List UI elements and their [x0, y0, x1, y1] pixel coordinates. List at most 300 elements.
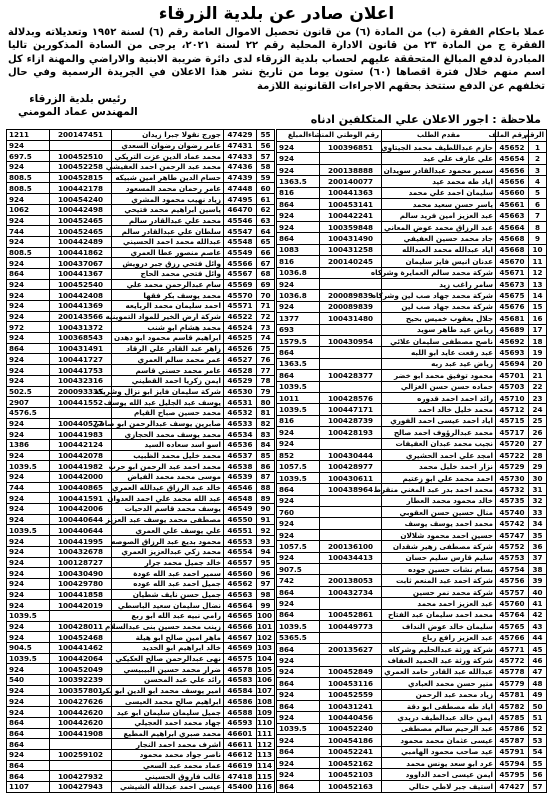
table-row [277, 746, 547, 757]
row-amount: 924 [7, 290, 50, 301]
row-name: عيسى احمد عبدالله الشيشي [112, 781, 224, 792]
row-ref: 100431490 [320, 233, 382, 244]
row-seq: 89 [257, 493, 275, 504]
row-name: ناصح مصطفى سليمان علائي [382, 335, 496, 346]
row-seq: 81 [257, 407, 275, 418]
row-name: سليمان خالد عوض النداف [382, 621, 496, 632]
row-file: 45676 [496, 301, 529, 312]
row-file: 45689 [496, 324, 529, 335]
row-ref [50, 140, 112, 151]
row-file: 45772 [496, 655, 529, 666]
row-file: 47427 [496, 780, 529, 792]
row-file: 45548 [224, 236, 257, 247]
row-name: رائد احمد احمد قدوره [382, 392, 496, 403]
row-ref [320, 381, 382, 392]
row-file: 46551 [224, 525, 257, 536]
row-file: 45654 [496, 153, 529, 164]
row-name: امجد علي احمد الحشيري [382, 450, 496, 461]
table-row [277, 518, 547, 529]
row-seq: 53 [529, 735, 547, 746]
row-amount: 5365.5 [277, 632, 320, 643]
row-amount: 924 [277, 142, 320, 153]
row-name: اياد طه محمد عيد [382, 176, 496, 187]
row-amount: 924 [277, 598, 320, 609]
table-row [7, 151, 275, 162]
row-amount: 924 [7, 140, 50, 151]
row-file: 45656 [496, 164, 529, 175]
row-seq: 55 [529, 757, 547, 768]
table-row [7, 279, 275, 290]
row-file: 47495 [224, 194, 257, 205]
row-ref: 100396851 [320, 142, 382, 153]
row-ref: 100430954 [320, 335, 382, 346]
row-file: 47433 [224, 151, 257, 162]
row-amount: 1057.5 [277, 541, 320, 552]
row-name: احمد سليمان محمد الربايعه [112, 301, 224, 312]
right-table-body [277, 142, 547, 793]
row-ref: 100128727 [50, 557, 112, 568]
table-row [7, 130, 275, 141]
row-ref: 100442241 [320, 210, 382, 221]
row-ref [320, 564, 382, 575]
row-ref: 100452049 [50, 664, 112, 675]
row-amount: 540 [7, 675, 50, 686]
table-row [7, 685, 275, 696]
row-file: 46560 [224, 568, 257, 579]
row-ref [320, 507, 382, 518]
row-ref: 100442019 [50, 600, 112, 611]
row-amount: 1036.8 [277, 290, 320, 301]
row-file: 46537 [224, 450, 257, 461]
row-name: اسو اسد سعاده السيد [112, 439, 224, 450]
row-amount: 864 [7, 343, 50, 354]
row-file: 45735 [496, 495, 529, 506]
row-name: شركة ارض الخير للمواد التموينيه [112, 311, 224, 322]
row-ref [320, 324, 382, 335]
row-seq: 87 [257, 472, 275, 483]
table-row [277, 142, 547, 153]
row-ref [50, 760, 112, 771]
table-row [7, 268, 275, 279]
row-ref: 100431241 [320, 700, 382, 711]
row-amount: 924 [7, 375, 50, 386]
row-amount: 924 [7, 258, 50, 269]
row-amount: 502.5 [7, 386, 50, 397]
table-row [277, 472, 547, 483]
row-ref: 100447171 [320, 404, 382, 415]
table-row [277, 723, 547, 734]
row-file: 46530 [224, 386, 257, 397]
row-ref: 100452163 [320, 780, 382, 792]
row-file: 46548 [224, 493, 257, 504]
row-file: 45663 [496, 210, 529, 221]
row-name: ياسين ابراهيم محمد فتيحي [112, 204, 224, 215]
row-seq: 55 [257, 130, 275, 141]
table-row [277, 324, 547, 335]
row-seq: 10 [529, 244, 547, 255]
row-file: 45754 [496, 564, 529, 575]
row-file: 45710 [496, 392, 529, 403]
table-row [277, 678, 547, 689]
row-seq: 42 [529, 609, 547, 620]
row-name: وائل فتحي محمد الحاج [112, 268, 224, 279]
table-row [277, 598, 547, 609]
row-file: 46529 [224, 375, 257, 386]
table-row [277, 381, 547, 392]
row-seq: 91 [257, 514, 275, 525]
table-row [277, 757, 547, 768]
row-ref: 100428011 [50, 621, 112, 632]
row-file: 47431 [224, 140, 257, 151]
row-ref: 100431491 [50, 343, 112, 354]
table-row [277, 541, 547, 552]
row-file: 47439 [224, 172, 257, 183]
row-file: 46526 [224, 343, 257, 354]
row-amount: 924 [7, 311, 50, 322]
row-seq: 48 [529, 678, 547, 689]
row-name: سام عبدالرحمن محمد علي [112, 279, 224, 290]
row-seq: 20 [529, 358, 547, 369]
row-ref: 100453141 [320, 199, 382, 210]
row-seq: 32 [529, 495, 547, 506]
row-ref: 200138053 [320, 575, 382, 586]
row-ref: 100442064 [50, 653, 112, 664]
row-name: جاد محمد حسين العفيفي [382, 233, 496, 244]
row-amount: 924 [277, 518, 320, 529]
row-amount: 2907 [7, 397, 50, 408]
row-file: 45765 [496, 621, 529, 632]
row-seq: 4 [529, 176, 547, 187]
row-file: 46619 [224, 760, 257, 771]
row-seq: 12 [529, 267, 547, 278]
row-seq: 14 [529, 290, 547, 301]
row-ref: 100442178 [50, 183, 112, 194]
row-amount: 924 [7, 685, 50, 696]
row-ref: 100442620 [50, 707, 112, 718]
row-name: عاصم منصور عطا العمري [112, 247, 224, 258]
row-ref: 100442620 [50, 717, 112, 728]
row-seq: 74 [257, 333, 275, 344]
row-amount: 924 [7, 279, 50, 290]
row-name: محمد عماد الدين عزت التريكي [112, 151, 224, 162]
row-file: 46612 [224, 749, 257, 760]
row-seq: 110 [257, 717, 275, 728]
row-seq: 6 [529, 199, 547, 210]
row-ref: 100431372 [50, 322, 112, 333]
row-file: 45732 [496, 484, 529, 495]
table-row [7, 333, 275, 344]
table-row [277, 404, 547, 415]
row-file: 45652 [496, 142, 529, 153]
row-amount: 1011 [277, 392, 320, 403]
row-ref [320, 518, 382, 529]
row-name: ايمن عيسى احمد الداوود [382, 769, 496, 780]
row-name: محمد حسين صباح القيام [112, 407, 224, 418]
row-file: 46525 [224, 333, 257, 344]
row-amount: 1036.8 [277, 267, 320, 278]
table-row [7, 664, 275, 675]
row-file: 45656 [496, 176, 529, 187]
row-name: عبدالله محمد احمد الحسيني [112, 236, 224, 247]
row-ref [320, 655, 382, 666]
row-seq: 82 [257, 418, 275, 429]
row-seq: 56 [257, 140, 275, 151]
row-amount: 864 [7, 728, 50, 739]
row-amount: 924 [277, 769, 320, 780]
row-amount: 4576.5 [7, 407, 50, 418]
row-amount: 1039.5 [7, 610, 50, 621]
row-amount: 924 [7, 301, 50, 312]
row-seq: 51 [529, 712, 547, 723]
row-amount: 924 [277, 757, 320, 768]
row-amount: 924 [277, 529, 320, 540]
row-name: عماد محمد عبد السعي [112, 760, 224, 771]
row-seq: 18 [529, 335, 547, 346]
row-ref: 100452815 [50, 172, 112, 183]
row-name: شركة ورثة عبد الحميد العفاف [382, 655, 496, 666]
table-row [7, 728, 275, 739]
row-amount: 924 [7, 600, 50, 611]
row-ref: 100441367 [50, 268, 112, 279]
announcement-paragraph: عملا باحكام الفقرة (ب) من المادة (٦) من قانون تحصيل الاموال العامة رقم (٦) لسنة ١٩٥٢ وتعديلاته وبدلالة الفقرة ج من المادة ٢٣ من قانون الادارة المحلية رقم ٢٢ لسنة ٢٠٢١، يرجى من السادة المذكورين تاليا المبادرة لدفع المبالغ المتحققة عليهم لحساب بلدية الزرقاء لدى دائرة ضريبة الابنية والاراضي والمهنة ازاء كل اسم منهم خلال فترة اقصاها (٦٠) ستون يوما من تاريخ نشر هذا الاعلان في الجريدة الرسمية وفي حال تخلفهم عن الدفع ستتخذ بحقهم الاجراءات القانونية اللازمة [8, 27, 546, 92]
row-amount: 808.5 [7, 247, 50, 258]
tables-area [6, 129, 547, 793]
row-amount: 924 [7, 546, 50, 557]
row-amount: 808.5 [7, 183, 50, 194]
row-amount: 1107 [7, 781, 50, 792]
row-seq: 19 [529, 347, 547, 358]
table-row [7, 632, 275, 643]
row-name: شركة محمد جهاد صب لين وشركاه [382, 290, 496, 301]
row-ref: 100441462 [50, 643, 112, 654]
table-row [7, 482, 275, 493]
row-name: خالد عبد الرزاق عبدالله العمري [112, 482, 224, 493]
row-ref: 100429780 [50, 578, 112, 589]
row-seq: 24 [529, 404, 547, 415]
row-seq: 103 [257, 643, 275, 654]
row-ref: 100440865 [50, 482, 112, 493]
row-ref: 100428576 [320, 392, 382, 403]
row-seq: 17 [529, 324, 547, 335]
row-seq: 43 [529, 621, 547, 632]
row-ref: 100440644 [50, 525, 112, 536]
row-amount: 864 [277, 700, 320, 711]
row-amount: 816 [277, 187, 320, 198]
row-amount: 864 [277, 199, 320, 210]
row-name: محمد علي عبدالقادر سالم [112, 215, 224, 226]
row-amount: 924 [7, 162, 50, 173]
table-row [277, 164, 547, 175]
table-row [277, 244, 547, 255]
row-ref: 100359848 [320, 221, 382, 232]
row-seq: 100 [257, 610, 275, 621]
row-ref: 100430611 [320, 472, 382, 483]
row-name: علي يوسف علي العمري [112, 525, 224, 536]
row-seq: 33 [529, 507, 547, 518]
row-ref: 100452103 [320, 769, 382, 780]
row-file: 46539 [224, 472, 257, 483]
row-seq: 95 [257, 557, 275, 568]
row-name: عبد رفعت عايد ابو اللبه [382, 347, 496, 358]
row-ref: 100259102 [50, 749, 112, 760]
row-ref: 100453116 [320, 678, 382, 689]
row-seq: 38 [529, 564, 547, 575]
row-seq: 57 [529, 780, 547, 792]
row-amount: 904.5 [7, 643, 50, 654]
row-file: 45720 [496, 438, 529, 449]
row-seq: 62 [257, 204, 275, 215]
row-amount: 697.5 [7, 151, 50, 162]
table-row [7, 183, 275, 194]
row-amount: 1039.5 [7, 525, 50, 536]
row-name: ابراهيم صالح محمد العيسى [112, 696, 224, 707]
table-row [277, 278, 547, 289]
row-amount: 924 [7, 696, 50, 707]
row-file: 45785 [496, 712, 529, 723]
row-ref: 100427626 [50, 696, 112, 707]
row-file: 46565 [224, 610, 257, 621]
row-name: جميل حسن نايف شطيان [112, 589, 224, 600]
row-seq: 84 [257, 439, 275, 450]
row-name: رامي نبيه عبد الله ابو ربع [112, 610, 224, 621]
row-name: جميل سليمان سليمان ابو عيد [112, 707, 224, 718]
row-name: نزار احمد خليل محمد [382, 461, 496, 472]
row-seq: 15 [529, 301, 547, 312]
row-name: شركة احمد عبد المنعم ثابت [382, 575, 496, 586]
row-name: محمد هشام ابو شنب [112, 322, 224, 333]
row-file: 46593 [224, 717, 257, 728]
row-amount: 744 [7, 226, 50, 237]
table-row [7, 621, 275, 632]
row-seq: 39 [529, 575, 547, 586]
row-amount: 1039.5 [277, 381, 320, 392]
row-file: 46549 [224, 504, 257, 515]
table-row [277, 370, 547, 381]
row-name: جميل احمد عبد الله عوده [112, 578, 224, 589]
table-row [277, 643, 547, 654]
row-amount: 924 [7, 472, 50, 483]
row-amount: 864 [277, 678, 320, 689]
row-file: 46553 [224, 536, 257, 547]
row-name: شركة سليمان فايز ابو نزال وشريكه [112, 386, 224, 397]
row-amount: 1039.5 [277, 404, 320, 415]
row-file: 45781 [496, 689, 529, 700]
row-ref: 100454240 [50, 194, 112, 205]
row-name: ياسر حسن سعيد محمد [382, 199, 496, 210]
row-file: 45670 [496, 256, 529, 267]
row-amount: 852 [277, 450, 320, 461]
table-row [7, 557, 275, 568]
row-ref: 100452861 [320, 609, 382, 620]
table-row [7, 140, 275, 151]
row-name: محمد يوسف محمد الحجازي [112, 429, 224, 440]
table-row [277, 655, 547, 666]
row-amount: 864 [277, 643, 320, 654]
table-row [277, 415, 547, 426]
table-row [7, 525, 275, 536]
row-seq: 94 [257, 546, 275, 557]
row-seq: 96 [257, 568, 275, 579]
row-seq: 49 [529, 689, 547, 700]
row-ref: 200093335 [50, 386, 112, 397]
header-file: رقم الملف [496, 130, 529, 142]
row-amount: 760 [277, 507, 320, 518]
table-row [277, 290, 547, 301]
row-name: يوسف عبد الجليل عبد الله يوسف [112, 397, 224, 408]
row-file: 45717 [496, 427, 529, 438]
row-ref: 100449773 [320, 621, 382, 632]
row-amount: 1579.5 [277, 335, 320, 346]
table-row [7, 365, 275, 376]
table-row [277, 712, 547, 723]
row-name: صابرين يوسف عبدالرحمن ابو صافي [112, 418, 224, 429]
row-file: 45571 [224, 301, 257, 312]
row-amount: 924 [277, 427, 320, 438]
row-seq: 107 [257, 685, 275, 696]
row-file: 47418 [224, 771, 257, 782]
row-ref: 100430490 [50, 568, 112, 579]
row-seq: 106 [257, 675, 275, 686]
row-amount: 924 [7, 450, 50, 461]
row-ref: 100432678 [50, 546, 112, 557]
row-seq: 23 [529, 392, 547, 403]
row-seq: 63 [257, 215, 275, 226]
row-ref: 200138888 [320, 164, 382, 175]
row-name: زياد محمد عبد الرحمن [382, 689, 496, 700]
table-row [7, 653, 275, 664]
row-amount: 864 [277, 370, 320, 381]
row-seq: 111 [257, 728, 275, 739]
row-file: 46534 [224, 429, 257, 440]
row-ref: 200135627 [320, 643, 382, 654]
row-seq: 64 [257, 226, 275, 237]
row-ref: 100442124 [50, 439, 112, 450]
row-amount: 924 [7, 589, 50, 600]
row-file: 45569 [224, 279, 257, 290]
table-row [7, 311, 275, 322]
row-file: 46532 [224, 407, 257, 418]
row-amount: 972 [7, 322, 50, 333]
row-seq: 113 [257, 749, 275, 760]
row-seq: 115 [257, 771, 275, 782]
row-amount: 864 [277, 484, 320, 495]
row-name: خالد ابراهيم ابو الحديد [112, 643, 224, 654]
table-row [7, 514, 275, 525]
row-ref: 100441363 [320, 187, 382, 198]
row-amount: 864 [7, 717, 50, 728]
row-amount: 1057.5 [277, 461, 320, 472]
row-file: 45681 [496, 313, 529, 324]
row-file: 45764 [496, 609, 529, 620]
row-ref [50, 407, 112, 418]
table-row [277, 256, 547, 267]
row-name: مصطفى محمد يوسف عبد العزيز [112, 514, 224, 525]
table-row [277, 552, 547, 563]
row-seq: 67 [257, 258, 275, 269]
row-ref: 100452258 [50, 162, 112, 173]
row-name: امير يوسف محمد ابو الدين ابو بكر [112, 685, 224, 696]
row-amount: 924 [7, 354, 50, 365]
row-amount: 1211 [7, 130, 50, 141]
row-file: 45742 [496, 518, 529, 529]
table-row [7, 771, 275, 782]
row-seq: 9 [529, 233, 547, 244]
row-amount: 816 [277, 415, 320, 426]
row-amount: 1039.5 [277, 621, 320, 632]
row-seq: 46 [529, 655, 547, 666]
row-ref [320, 358, 382, 369]
row-seq: 86 [257, 461, 275, 472]
